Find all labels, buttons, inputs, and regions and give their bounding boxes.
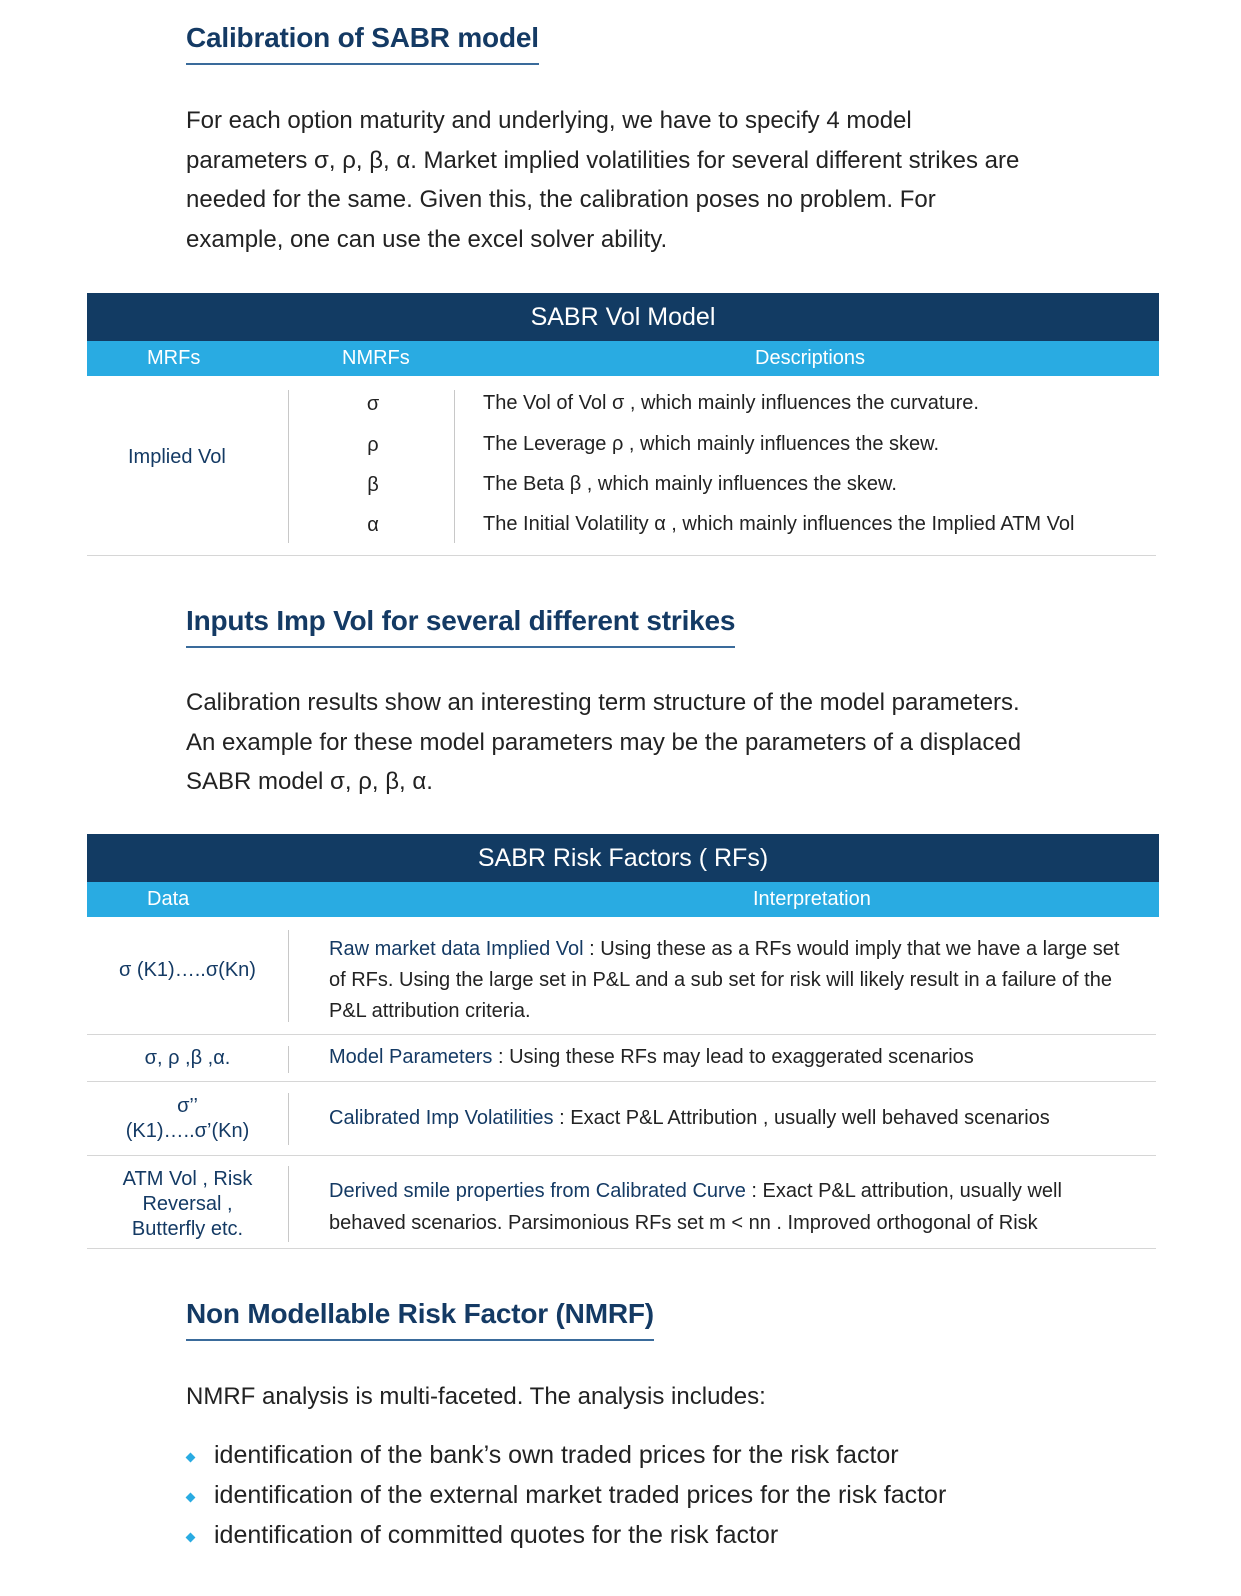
table2-data-calibrated-line2: (K1)…..σ’(Kn): [125, 1120, 250, 1142]
table2-rule-1: [87, 1034, 1156, 1035]
table2-data-derived: [87, 1167, 288, 1242]
table2-interp-derived: [329, 1175, 1134, 1239]
table2-data-derived-line1: ATM Vol , Risk: [122, 1168, 253, 1190]
table2-label-derived: Derived smile properties from Calibrated Curve: [329, 1180, 746, 1202]
table1-divider-1: [288, 390, 289, 543]
table2-text-params: : Using these RFs may lead to exaggerated scenarios: [492, 1046, 974, 1068]
table1-desc-beta: The Beta β , which mainly influences the skew.: [483, 473, 897, 495]
table2-divider-row4: [288, 1166, 289, 1242]
table1-symbol-sigma: σ: [366, 393, 380, 415]
table2-title: SABR Risk Factors ( RFs): [477, 844, 769, 872]
table1-bottom-rule: [87, 555, 1156, 556]
table1-symbol-alpha: α: [367, 514, 379, 536]
table2-interp-params: [329, 1046, 974, 1069]
table2-title-bar: [87, 834, 1159, 882]
table1-header-descriptions: Descriptions: [755, 347, 866, 369]
table2-text-raw: : Using these as a RFs would imply that we have a large set of RFs. Using the large set in P&L and a sub set for risk will likely result in a failure of the P&L attribution criteria.: [329, 938, 1120, 1022]
nmrf-list-item-3: identification of committed quotes for the risk factor: [214, 1521, 779, 1549]
table2-bottom-rule: [87, 1248, 1156, 1249]
table2-data-calibrated: [87, 1094, 288, 1144]
table2-text-derived: : Exact P&L attribution, usually well behaved scenarios. Parsimonious RFs set m < nn . Improved orthogonal of Risk: [329, 1180, 1062, 1234]
bullet-icon: [186, 1493, 196, 1503]
table2-data-calibrated-line1: σ’’: [177, 1095, 198, 1117]
calibration-paragraph: For each option maturity and underlying, we have to specify 4 model parameters σ, ρ, β, α. Market implied volatilities for several different strikes are needed for the same. Given this, the calibration poses no problem. For example, one can use the excel solver ability.: [186, 107, 1020, 253]
nmrf-list-item-2: identification of the external market traded prices for the risk factor: [214, 1481, 947, 1509]
table1-symbol-rho: ρ: [367, 434, 379, 456]
bullet-icon: [186, 1453, 196, 1463]
table2-divider-row3: [288, 1093, 289, 1145]
table2-interp-raw: [329, 934, 1134, 1027]
table2-label-raw: Raw market data Implied Vol: [329, 938, 584, 960]
table1-symbol-beta: β: [367, 474, 379, 496]
table2-interp-calibrated: [329, 1107, 1050, 1130]
table2-rule-2: [87, 1081, 1156, 1082]
table2-rule-3: [87, 1155, 1156, 1156]
table2-label-params: Model Parameters: [329, 1046, 493, 1068]
table1-desc-sigma: The Vol of Vol σ , which mainly influences the curvature.: [483, 392, 979, 414]
bullet-icon: [186, 1533, 196, 1543]
table2-data-raw: σ (K1)…..σ(Kn): [119, 959, 256, 981]
nmrf-list-item-1: identification of the bank’s own traded prices for the risk factor: [214, 1441, 899, 1469]
section-title-inputs: Inputs Imp Vol for several different strikes: [186, 605, 735, 648]
table1-mrf-implied-vol: Implied Vol: [128, 446, 226, 468]
table1-header-mrfs: MRFs: [147, 347, 201, 369]
section-title-nmrf: Non Modellable Risk Factor (NMRF): [186, 1298, 654, 1341]
table2-text-calibrated: : Exact P&L Attribution , usually well behaved scenarios: [553, 1107, 1050, 1129]
table1-title: SABR Vol Model: [530, 303, 716, 331]
table2-data-derived-line2: Reversal ,: [142, 1193, 233, 1215]
table2-data-params: σ, ρ ,β ,α.: [144, 1047, 231, 1069]
table1-desc-alpha: The Initial Volatility α , which mainly influences the Implied ATM Vol: [483, 513, 1075, 535]
table1-header-nmrfs: NMRFs: [342, 347, 410, 369]
nmrf-intro: NMRF analysis is multi-faceted. The analysis includes:: [186, 1383, 766, 1410]
table2-data-derived-line3: Butterfly etc.: [131, 1218, 244, 1240]
table1-title-bar: [87, 293, 1159, 341]
table1-divider-2: [454, 390, 455, 543]
table2-header-interpretation: Interpretation: [753, 888, 871, 910]
table2-header-bar: [87, 882, 1159, 917]
table2-divider-row2: [288, 1046, 289, 1073]
section-title-calibration: Calibration of SABR model: [186, 22, 539, 65]
table2-header-data: Data: [147, 888, 190, 910]
table2-divider-row1: [288, 930, 289, 1022]
table2-label-calibrated: Calibrated Imp Volatilities: [329, 1107, 554, 1129]
table1-desc-rho: The Leverage ρ , which mainly influences the skew.: [483, 433, 940, 455]
table1-header-bar: [87, 341, 1159, 376]
inputs-paragraph: Calibration results show an interesting term structure of the model parameters. An example for these model parameters may be the parameters of a displaced SABR model σ, ρ, β, α.: [186, 689, 1022, 795]
